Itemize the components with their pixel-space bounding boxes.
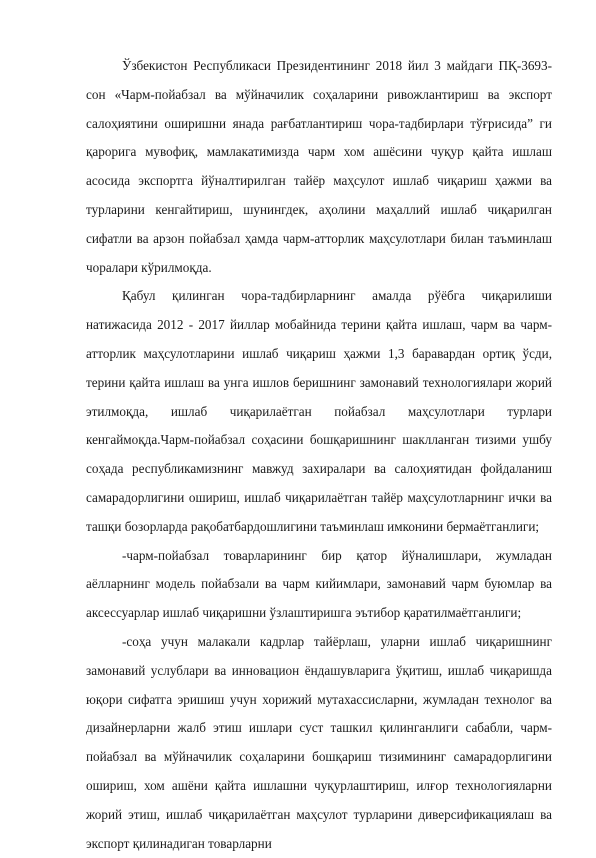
paragraph-measures-results: Қабул қилинган чора-тадбирларнинг амалда рўёбга чиқарилиши натижасида 2012 - 2017 йиллар мобайнида терини қайта ишлаш, чарм ва чарм-атторлик маҳсулотларини ишлаб чиқариш ҳажми 1,3 баравардан ортиқ ўсди, терини қайта ишлаш ва унга ишлов беришнинг замонавий технологиялари жорий этилмоқда, ишлаб чиқарилаётган пойабзал маҳсулотлари турлари кенгаймоқда.Чарм-пойабзал соҳасини бошқаришнинг шаклланган тизими ушбу соҳада республикамизнинг мавжуд захиралари ва салоҳиятидан фойдаланиш самарадорлигини ошириш, ишлаб чиқарилаётган тайёр маҳсулотларнинг ички ва ташқи бозорларда рақобатбардошлигини таъминлаш имконини бермаётганлиги;: [86, 288, 552, 534]
document-page: [86, 52, 552, 858]
paragraph-presidential-decree: Ўзбекистон Республикаси Президентининг 2018 йил 3 майдаги ПҚ-3693-сон «Чарм-пойабзал ва мўйначилик соҳаларини ривожлантириш ва экспорт салоҳиятини оширишни янада рағбатлантириш чора-тадбирлари тўғрисида” ги қарорига мувофиқ, мамлакатимизда чарм хом ашёсини чуқур қайта ишлаш асосида экспортга йўналтирилган тайёр маҳсулот ишлаб чиқариш ҳажми ва турларини кенгайтириш, шунингдек, аҳолини маҳаллий ишлаб чиқарилган сифатли ва арзон пойабзал ҳамда чарм-атторлик маҳсулотлари билан таъминлаш чоралари кўрилмоқда.: [86, 58, 552, 275]
paragraph-product-directions: -чарм-пойабзал товарларининг бир қатор йўналишлари, жумладан аёлларнинг модель пойабзали ва чарм кийимлари, замонавий чарм буюмлар ва аксессуарлар ишлаб чиқаришни ўзлаштиришга эътибор қаратилмаётганлиги;: [86, 547, 552, 621]
paragraph-personnel-training: -соҳа учун малакали кадрлар тайёрлаш, уларни ишлаб чиқаришнинг замонавий услублари ва инновацион ёндашувларига ўқитиш, ишлаб чиқаришда юқори сифатга эришиш учун хорижий мутахассисларни, жумладан технолог ва дизайнерларни жалб этиш ишлари суст ташкил қилинганлиги сабабли, чарм-пойабзал ва мўйначилик соҳаларини бошқариш тизимининг самарадорлигини ошириш, хом ашёни қайта ишлашни чуқурлаштириш, илғор технологияларни жорий этиш, ишлаб чиқарилаётган маҳсулот турларини диверсификациялаш ва экспорт қилинадиган товарларни: [86, 633, 552, 851]
